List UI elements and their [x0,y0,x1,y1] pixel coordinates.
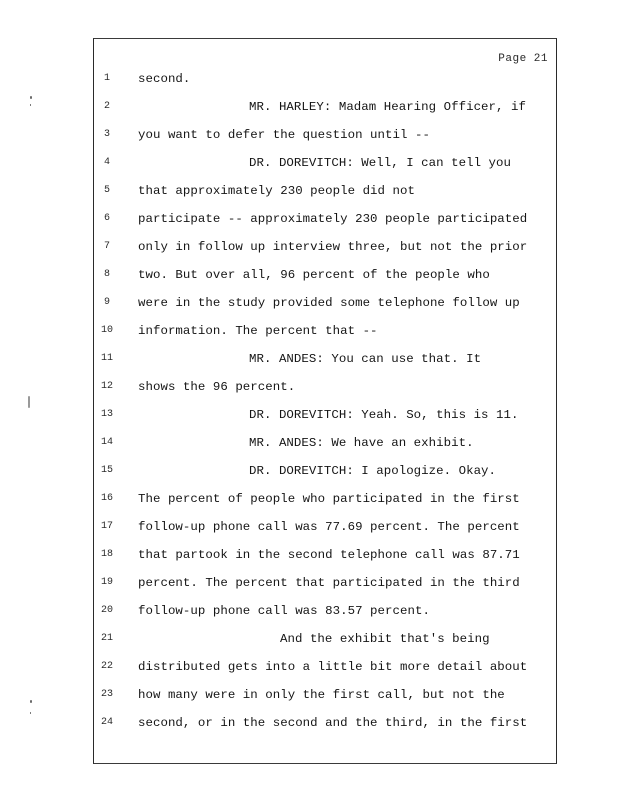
transcript-line [94,345,556,373]
line-text: follow-up phone call was 83.57 percent. [138,604,430,618]
line-text: DR. DOREVITCH: Well, I can tell you [249,156,511,170]
transcript-line [94,317,556,345]
line-number: 2 [103,101,110,112]
transcript-line [94,177,556,205]
line-number: 10 [100,325,113,336]
line-number: 1 [103,73,110,84]
scan-speck [30,712,31,714]
line-number: 17 [100,521,113,532]
transcript-line [94,65,556,93]
scan-speck [30,96,32,99]
line-text: MR. HARLEY: Madam Hearing Officer, if [249,100,526,114]
transcript-line [94,205,556,233]
transcript-line [94,569,556,597]
page-number: Page 21 [498,53,548,65]
transcript-line [94,261,556,289]
line-number: 13 [100,409,113,420]
scan-speck [30,104,31,106]
transcript-line [94,485,556,513]
transcript-line [94,625,556,653]
line-number: 21 [100,633,113,644]
line-text: information. The percent that -- [138,324,378,338]
transcript-line [94,373,556,401]
transcript-page [93,38,557,764]
line-number: 4 [103,157,110,168]
line-number: 5 [103,185,110,196]
line-text: you want to defer the question until -- [138,128,430,142]
line-text: MR. ANDES: You can use that. It [249,352,482,366]
line-text: And the exhibit that's being [280,632,490,646]
transcript-line [94,149,556,177]
scan-speck [28,396,30,408]
line-text: MR. ANDES: We have an exhibit. [249,436,474,450]
line-number: 18 [100,549,113,560]
line-number: 12 [100,381,113,392]
line-text: DR. DOREVITCH: Yeah. So, this is 11. [249,408,519,422]
transcript-line [94,541,556,569]
line-text: percent. The percent that participated in the third [138,576,520,590]
line-number: 16 [100,493,113,504]
transcript-line [94,429,556,457]
line-number: 11 [100,353,113,364]
line-text: shows the 96 percent. [138,380,296,394]
scan-speck [30,700,32,703]
line-number: 24 [100,717,113,728]
line-text: that approximately 230 people did not [138,184,415,198]
transcript-line [94,289,556,317]
line-text: were in the study provided some telephone follow up [138,296,520,310]
transcript-line [94,709,556,737]
transcript-line [94,681,556,709]
transcript-line [94,121,556,149]
transcript-lines [94,65,556,737]
line-number: 15 [100,465,113,476]
line-number: 8 [103,269,110,280]
line-number: 9 [103,297,110,308]
transcript-line [94,233,556,261]
line-text: two. But over all, 96 percent of the people who [138,268,490,282]
transcript-line [94,93,556,121]
line-number: 20 [100,605,113,616]
line-number: 3 [103,129,110,140]
line-text: second. [138,72,191,86]
transcript-line [94,597,556,625]
transcript-line [94,513,556,541]
line-text: DR. DOREVITCH: I apologize. Okay. [249,464,497,478]
line-number: 7 [103,241,110,252]
line-number: 14 [100,437,113,448]
line-text: second, or in the second and the third, in the first [138,716,528,730]
line-number: 19 [100,577,113,588]
line-text: distributed gets into a little bit more detail about [138,660,528,674]
line-text: how many were in only the first call, but not the [138,688,505,702]
transcript-line [94,401,556,429]
line-text: The percent of people who participated in the first [138,492,520,506]
line-number: 22 [100,661,113,672]
line-text: only in follow up interview three, but not the prior [138,240,528,254]
line-text: that partook in the second telephone call was 87.71 [138,548,520,562]
line-number: 6 [103,213,110,224]
line-text: participate -- approximately 230 people participated [138,212,528,226]
line-number: 23 [100,689,113,700]
transcript-line [94,457,556,485]
line-text: follow-up phone call was 77.69 percent. The percent [138,520,520,534]
transcript-line [94,653,556,681]
